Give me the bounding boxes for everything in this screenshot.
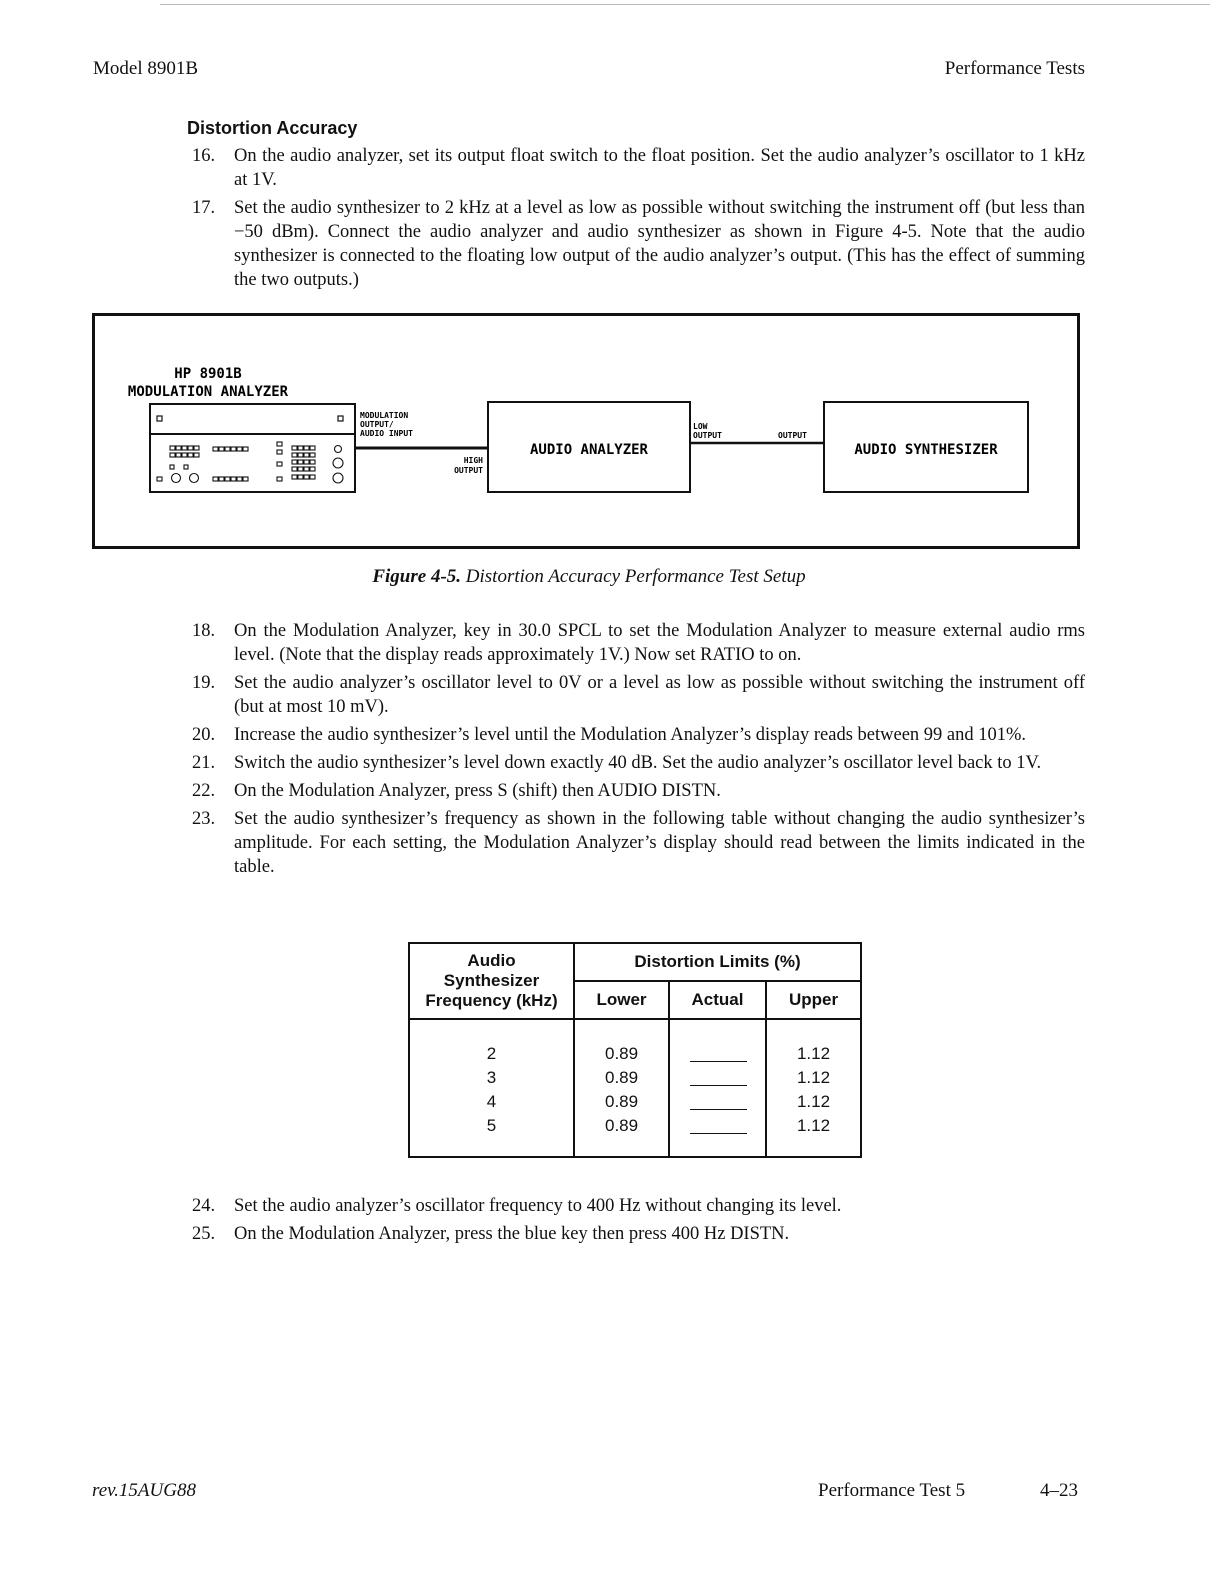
figure-box	[92, 313, 1080, 549]
section-title: Distortion Accuracy	[187, 118, 358, 138]
step-item	[192, 196, 1085, 292]
step-text: Set the audio synthesizer to 2 kHz at a level as low as possible without switching the instrument off (but less than −50 dBm). Connect the audio analyzer and audio synthesizer as shown in Figure 4-5. Note that the audio synthesizer is connected to the floating low output of the audio analyzer’s output. (This has the effect of summing the two outputs.)	[234, 198, 1085, 290]
mod-analyzer-panel	[150, 404, 355, 492]
top-rule	[160, 4, 1210, 5]
step-item	[192, 144, 1085, 192]
setup-diagram	[95, 316, 1077, 546]
col-header-actual: Actual	[669, 981, 766, 1019]
step-number: 20.	[192, 725, 216, 745]
step-number: 17.	[192, 198, 216, 218]
step-item	[192, 619, 1085, 667]
upper-cell: 1.12	[796, 1044, 831, 1063]
freq-cell: 5	[486, 1116, 497, 1135]
lower-cell: 0.89	[605, 1044, 639, 1063]
step-item	[192, 1194, 1085, 1218]
step-text: Set the audio analyzer’s oscillator level to 0V or a level as low as possible without switching the instrument off (but at most 10 mV).	[234, 673, 1085, 717]
step-number: 25.	[192, 1224, 216, 1244]
high-output-label-1: HIGH	[463, 456, 483, 465]
step-item	[192, 723, 1085, 747]
upper-cell: 1.12	[796, 1092, 831, 1111]
step-text: On the Modulation Analyzer, press the blue key then press 400 Hz DISTN.	[234, 1224, 790, 1244]
footer-revision: rev.15AUG88	[92, 1480, 196, 1501]
step-item	[192, 1222, 1085, 1246]
freq-cell: 3	[486, 1068, 497, 1087]
actual-blank	[670, 1090, 765, 1114]
step-item	[192, 751, 1085, 775]
step-text: Set the audio analyzer’s oscillator frequency to 400 Hz without changing its level.	[234, 1196, 842, 1216]
freq-cell: 4	[486, 1092, 497, 1111]
freq-cell: 2	[486, 1044, 497, 1063]
step-number: 16.	[192, 146, 216, 166]
group-header-limits: Distortion Limits (%)	[574, 943, 861, 981]
lower-cell: 0.89	[605, 1092, 639, 1111]
mod-port-label-1: MODULATION	[360, 411, 409, 420]
upper-column	[766, 1019, 861, 1157]
footer-section: Performance Test 5	[818, 1480, 966, 1501]
steps-list-b	[192, 619, 1085, 883]
low-output-label-1: LOW	[693, 422, 708, 431]
audio-analyzer-label: AUDIO ANALYZER	[529, 442, 649, 458]
upper-cell: 1.12	[796, 1116, 831, 1135]
figure-label: Figure 4-5.	[372, 566, 462, 587]
steps-list-c	[192, 1194, 1085, 1250]
actual-blank	[670, 1042, 765, 1066]
distortion-limits-table	[408, 942, 862, 1158]
step-text: Set the audio synthesizer’s frequency as shown in the following table without changing the audio synthesizer’s amplitude. For each setting, the Modulation Analyzer’s display should read between the limits indicated in the table.	[234, 809, 1085, 877]
step-text: On the Modulation Analyzer, press S (shift) then AUDIO DISTN.	[234, 781, 721, 801]
col-header-lower: Lower	[574, 981, 669, 1019]
actual-column	[669, 1019, 766, 1157]
freq-column	[409, 1019, 574, 1157]
mod-port-label-2: OUTPUT/	[360, 420, 394, 429]
step-number: 19.	[192, 673, 216, 693]
lower-cell: 0.89	[605, 1116, 639, 1135]
col-header-frequency-line1: Audio	[467, 951, 516, 970]
col-header-frequency-line3: Frequency (kHz)	[425, 991, 558, 1010]
figure-caption-text: Distortion Accuracy Performance Test Setup	[465, 566, 806, 587]
lower-cell: 0.89	[605, 1068, 639, 1087]
header-model: Model 8901B	[93, 58, 199, 79]
step-item	[192, 671, 1085, 719]
mod-analyzer-title-2: MODULATION ANALYZER	[127, 384, 289, 400]
col-header-frequency-line2: Synthesizer	[443, 971, 540, 990]
high-output-label-2: OUTPUT	[454, 466, 483, 475]
audio-synthesizer-label: AUDIO SYNTHESIZER	[854, 442, 998, 458]
steps-list-a	[192, 144, 1085, 296]
step-text: Increase the audio synthesizer’s level until the Modulation Analyzer’s display reads between 99 and 101%.	[234, 725, 1027, 745]
mod-analyzer-title-1: HP 8901B	[174, 366, 242, 382]
figure-caption	[0, 566, 1178, 588]
step-number: 24.	[192, 1196, 216, 1216]
step-number: 23.	[192, 809, 216, 829]
table-row	[409, 1019, 861, 1157]
step-number: 18.	[192, 621, 216, 641]
low-output-label-2: OUTPUT	[693, 431, 722, 440]
step-text: Switch the audio synthesizer’s level down exactly 40 dB. Set the audio analyzer’s oscillator level back to 1V.	[234, 753, 1042, 773]
lower-column	[574, 1019, 669, 1157]
step-item	[192, 779, 1085, 803]
actual-blank	[670, 1114, 765, 1138]
step-text: On the audio analyzer, set its output float switch to the float position. Set the audio analyzer’s oscillator to 1 kHz at 1V.	[234, 146, 1085, 190]
col-header-frequency	[409, 943, 574, 1019]
step-text: On the Modulation Analyzer, key in 30.0 SPCL to set the Modulation Analyzer to measure external audio rms level. (Note that the display reads approximately 1V.) Now set RATIO to on.	[234, 621, 1085, 665]
col-header-upper: Upper	[766, 981, 861, 1019]
header-section: Performance Tests	[944, 58, 1085, 79]
step-item	[192, 807, 1085, 879]
actual-blank	[670, 1066, 765, 1090]
output-label: OUTPUT	[778, 431, 807, 440]
upper-cell: 1.12	[796, 1068, 831, 1087]
step-number: 22.	[192, 781, 216, 801]
step-number: 21.	[192, 753, 216, 773]
mod-port-label-3: AUDIO INPUT	[360, 429, 413, 438]
footer-page-number: 4–23	[1040, 1480, 1078, 1501]
